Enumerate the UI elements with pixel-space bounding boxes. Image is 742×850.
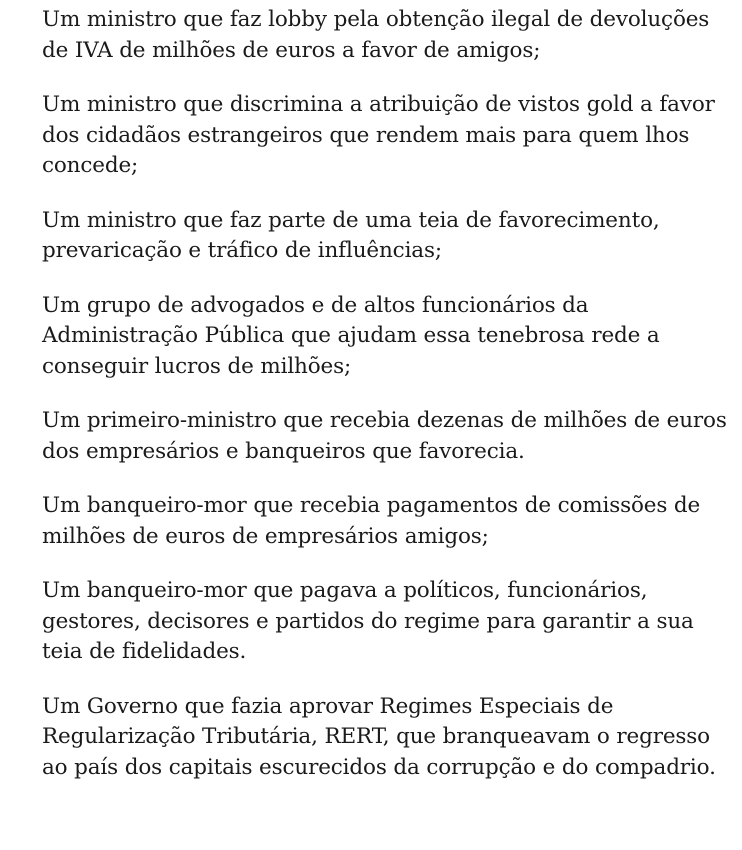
- paragraph: Um primeiro-ministro que recebia dezenas de milhões de euros dos empresários e banqueiros que favorecia.: [42, 408, 727, 464]
- paragraph: Um ministro que faz parte de uma teia de favorecimento, prevaricação e tráfico de influências;: [42, 207, 660, 263]
- paragraph: Um banqueiro-mor que recebia pagamentos de comissões de milhões de euros de empresários amigos;: [42, 493, 701, 549]
- paragraph: Um grupo de advogados e de altos funcionários da Administração Pública que ajudam essa tenebrosa rede a conseguir lucros de milhões;: [42, 292, 660, 379]
- paragraph: Um ministro que discrimina a atribuição de vistos gold a favor dos cidadãos estrangeiros que rendem mais para quem lhos concede;: [42, 92, 715, 178]
- paragraph: Um Governo que fazia aprovar Regimes Especiais de Regularização Tributária, RERT, que branqueavam o regresso ao país dos capitais escurecidos da corrupção e do compadrio.: [42, 693, 716, 780]
- paragraph: Um ministro que faz lobby pela obtenção ilegal de devoluções de IVA de milhões de euros a favor de amigos;: [42, 7, 710, 63]
- article-body: [42, 5, 732, 807]
- paragraph: Um banqueiro-mor que pagava a políticos, funcionários, gestores, decisores e partidos do regime para garantir a sua teia de fidelidades.: [42, 578, 694, 664]
